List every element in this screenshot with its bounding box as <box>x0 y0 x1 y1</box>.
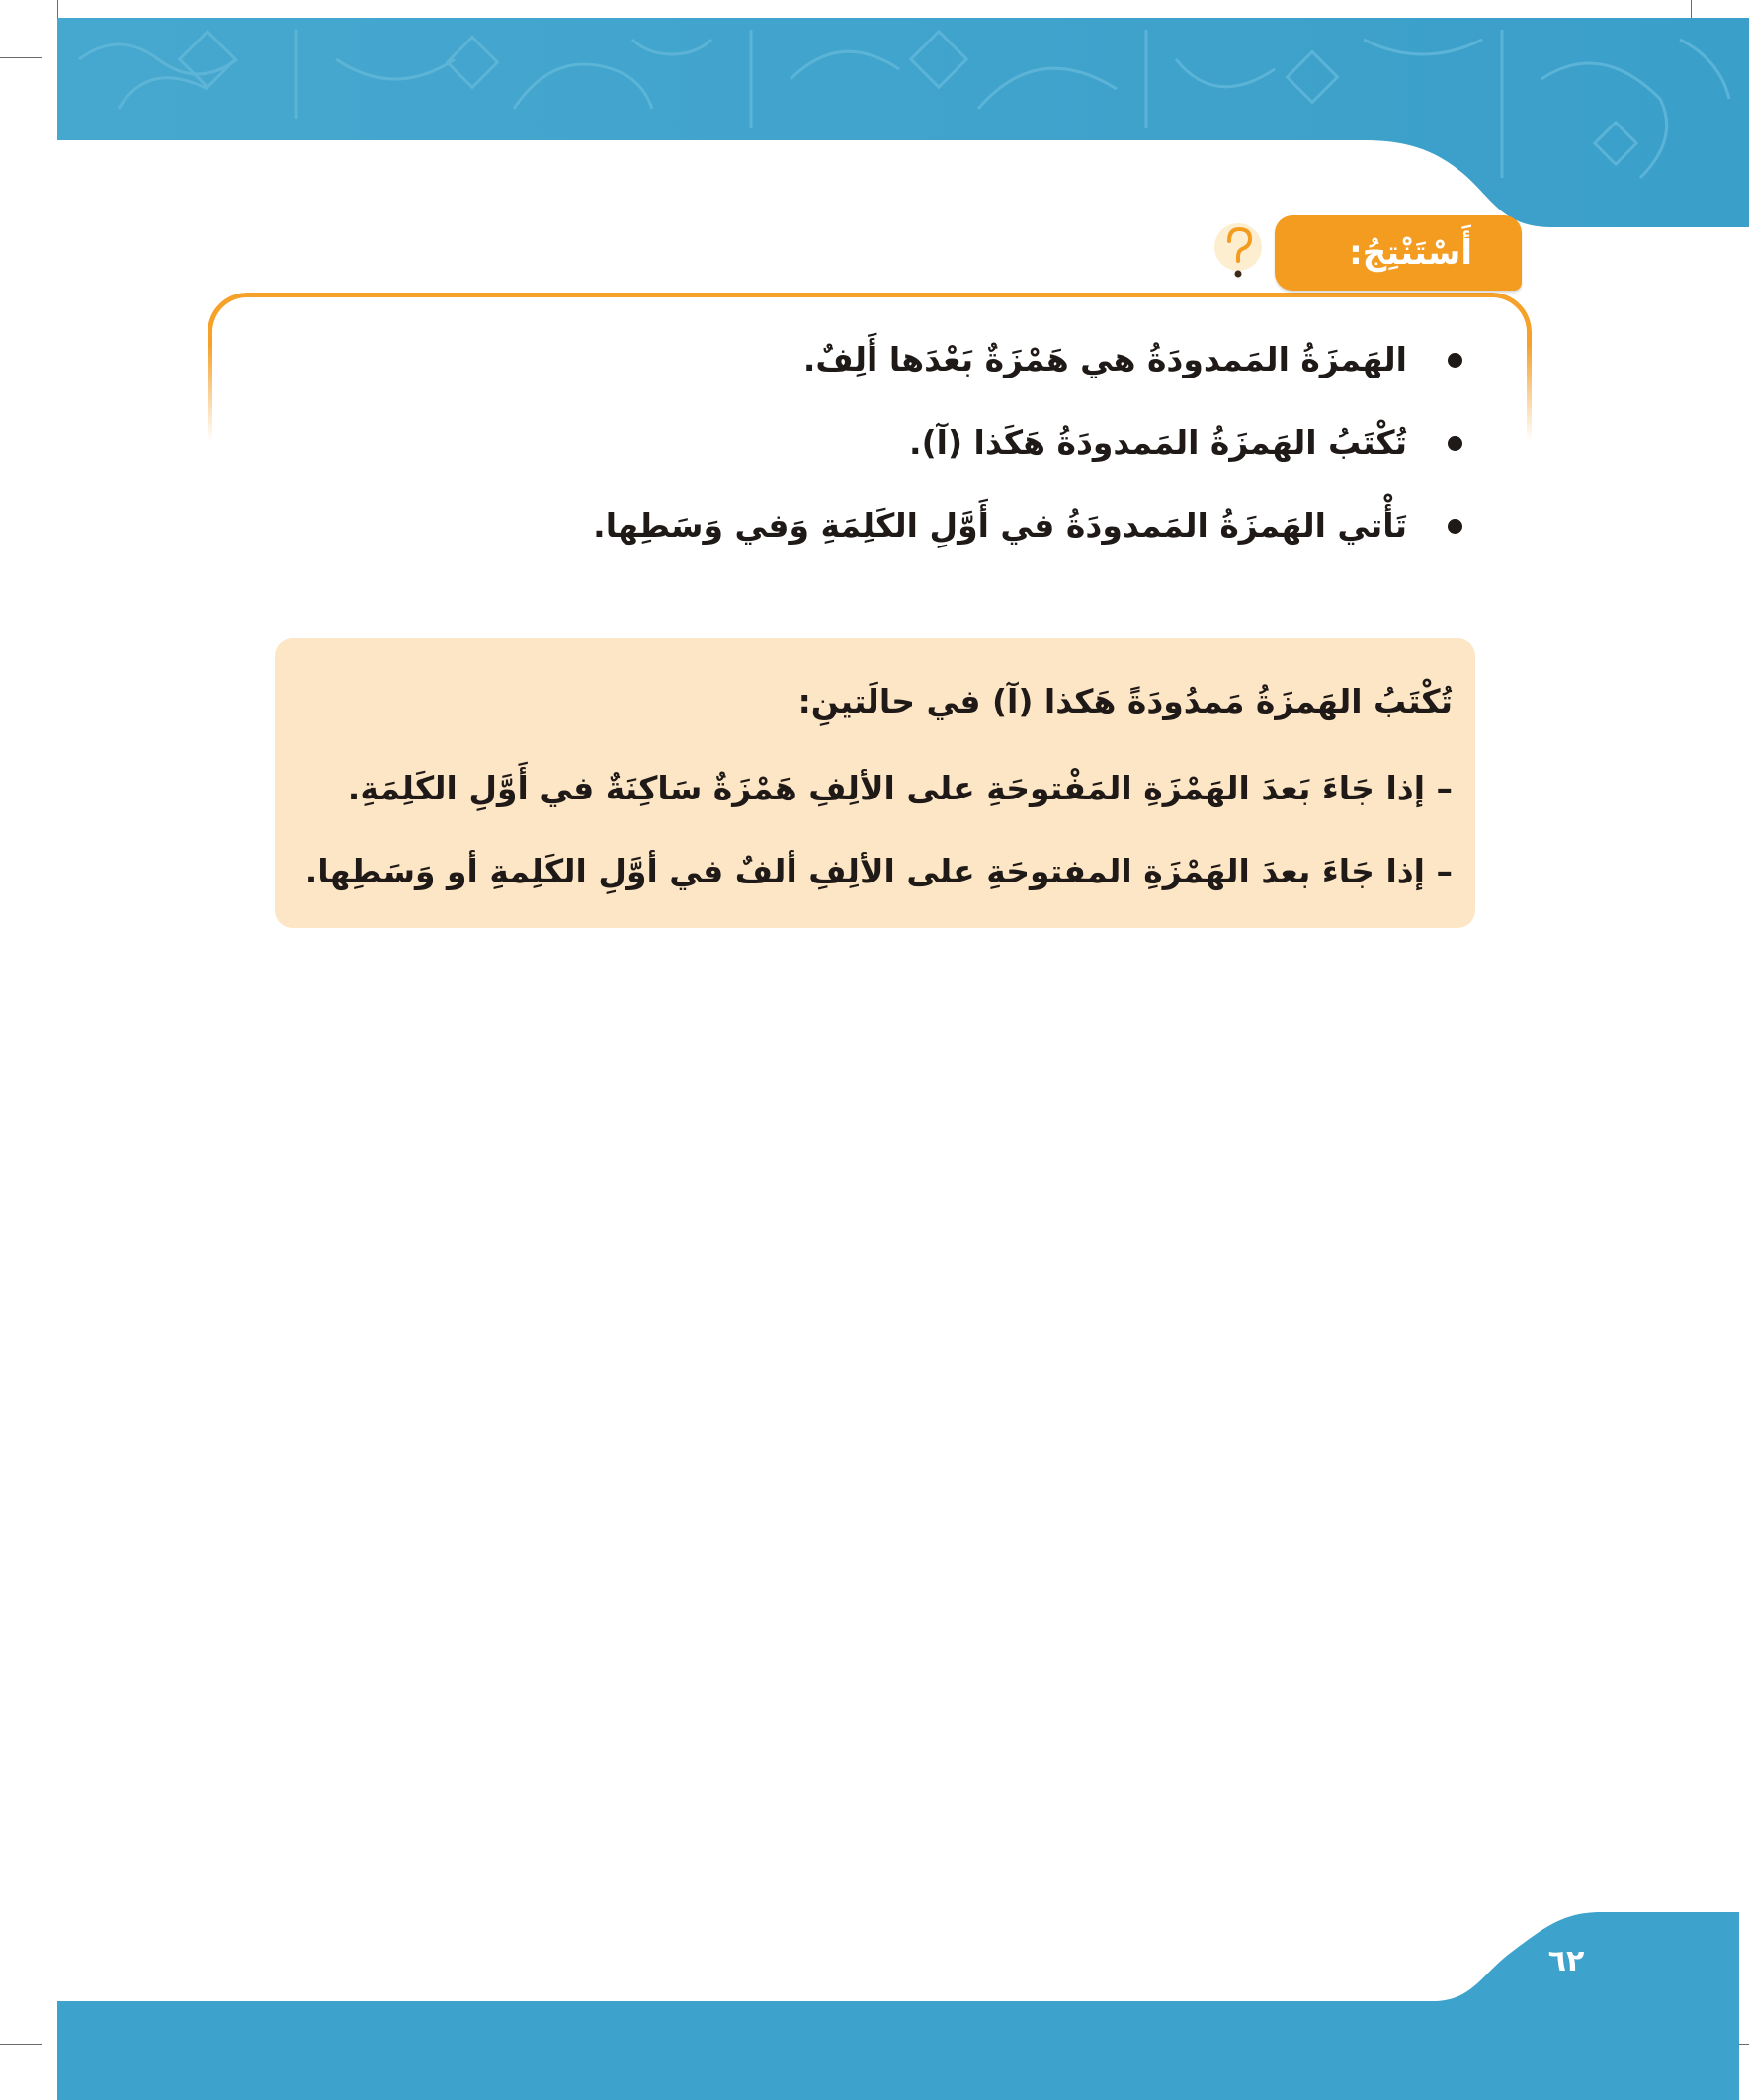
rule-case-2: – إذا جَاءَ بعدَ الهَمْزَةِ المفتوحَةِ على الألِفِ ألفٌ في أوَّلِ الكَلِمةِ أو وَسَطِها. <box>304 852 1453 890</box>
footer-band <box>0 1902 1749 2100</box>
page-number: ٦٢ <box>1547 1944 1585 1978</box>
rule-case-1: – إذا جَاءَ بَعدَ الهَمْزَةِ المَفْتوحَةِ على الألِفِ هَمْزَةٌ سَاكِنَةٌ في أَوَّلِ الكَلِمَةِ. <box>347 769 1453 807</box>
bullet-item <box>632 331 1462 414</box>
bullet-text: الهَمزَةُ المَمدودَةُ هي هَمْزَةٌ بَعْدَها أَلِفٌ. <box>802 340 1407 378</box>
conclude-bullets <box>593 331 1462 580</box>
bullet-text: تَأْتي الهَمزَةُ المَمدودَةُ في أَوَّلِ الكَلِمَةِ وَفي وَسَطِها. <box>593 506 1407 545</box>
bullet-dot-icon <box>1448 519 1462 534</box>
bullet-text: تُكْتَبُ الهَمزَةُ المَمدودَةُ هَكَذا (آ). <box>909 423 1407 462</box>
rule-title: تُكْتَبُ الهَمزَةُ مَمدُودَةً هَكذا (آ) في حالَتينِ: <box>797 682 1453 720</box>
bullet-dot-icon <box>1448 436 1462 451</box>
bullet-dot-icon <box>1448 353 1462 368</box>
bullet-item <box>593 497 1462 580</box>
header-band <box>0 0 1749 237</box>
conclude-heading: أَسْتَنْتِجُ: <box>1349 233 1472 273</box>
bullet-item <box>632 414 1462 497</box>
lightbulb-question-icon <box>1208 219 1269 291</box>
